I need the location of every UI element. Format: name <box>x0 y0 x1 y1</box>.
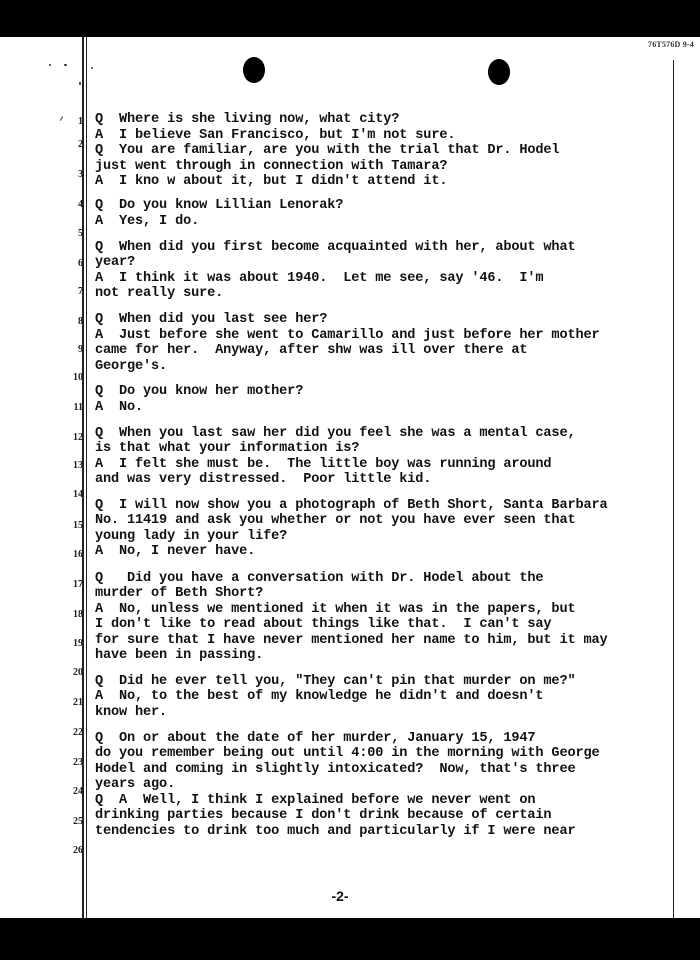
line-number: 9 <box>78 344 83 355</box>
transcript-line: Q When you last saw her did you feel she was a mental case, <box>95 426 576 441</box>
line-number: 4 <box>78 199 83 210</box>
line-number: 20 <box>73 667 83 678</box>
transcript-line: for sure that I have never mentioned her name to him, but it may <box>95 633 608 648</box>
transcript-line: A I think it was about 1940. Let me see, say '46. I'm <box>95 271 544 286</box>
scan-bottom-border <box>0 918 700 960</box>
line-number: 11 <box>73 402 83 413</box>
transcript-line: Q Did he ever tell you, "They can't pin that murder on me?" <box>95 674 576 689</box>
transcript-line: Q I will now show you a photograph of Beth Short, Santa Barbara <box>95 498 608 513</box>
transcript-line: A I kno w about it, but I didn't attend it. <box>95 174 448 189</box>
transcript-line: years ago. <box>95 777 176 792</box>
transcript-line: George's. <box>95 359 168 374</box>
transcript-line: have been in passing. <box>95 648 264 663</box>
transcript-line: A I believe San Francisco, but I'm not sure. <box>95 128 456 143</box>
form-code: 76T576D 9-4 <box>648 40 694 49</box>
transcript-line: know her. <box>95 705 168 720</box>
transcript-line: Q A Well, I think I explained before we never went on <box>95 793 536 808</box>
line-number: 5 <box>78 228 83 239</box>
transcript-line: No. 11419 and ask you whether or not you have ever seen that <box>95 513 576 528</box>
scan-top-border <box>0 0 700 37</box>
line-number: 24 <box>73 786 83 797</box>
transcript-line: young lady in your life? <box>95 529 288 544</box>
line-number: 8 <box>78 316 83 327</box>
line-number: 22 <box>73 727 83 738</box>
line-number: 19 <box>73 638 83 649</box>
transcript-line: Q When did you first become acquainted with her, about what <box>95 240 576 255</box>
transcript-line: just went through in connection with Tamara? <box>95 159 448 174</box>
transcript-line: is that what your information is? <box>95 441 360 456</box>
transcript-line: year? <box>95 255 136 270</box>
page-number-text: -2- <box>331 888 349 904</box>
line-number: 26 <box>73 845 83 856</box>
line-number: 7 <box>78 286 83 297</box>
transcript-line: A No, I never have. <box>95 544 256 559</box>
transcript-line: A No. <box>95 400 144 415</box>
scan-speck <box>91 67 93 69</box>
line-number: 15 <box>73 520 83 531</box>
line-number: 21 <box>73 697 83 708</box>
left-margin-rule-inner <box>86 37 87 918</box>
transcript-line: A No, unless we mentioned it when it was in the papers, but <box>95 602 576 617</box>
transcript-line: drinking parties because I don't drink because of certain <box>95 808 552 823</box>
scan-speck <box>64 64 67 66</box>
transcript-line: do you remember being out until 4:00 in the morning with George <box>95 746 600 761</box>
transcript-line: Q Did you have a conversation with Dr. Hodel about the <box>95 571 544 586</box>
transcript-line: Q On or about the date of her murder, January 15, 1947 <box>95 731 536 746</box>
transcript-line: came for her. Anyway, after shw was ill over there at <box>95 343 528 358</box>
right-margin-rule <box>673 60 674 918</box>
line-number: 1 <box>78 116 83 127</box>
transcript-line: not really sure. <box>95 286 224 301</box>
scan-speck <box>79 82 81 85</box>
line-number: 10 <box>73 372 83 383</box>
transcript-line: Q Do you know her mother? <box>95 384 304 399</box>
scan-speck <box>49 64 51 66</box>
transcript-line: tendencies to drink too much and particularly if I were near <box>95 824 576 839</box>
transcript-line: murder of Beth Short? <box>95 586 264 601</box>
line-number: 6 <box>78 258 83 269</box>
transcript-line: Q When did you last see her? <box>95 312 328 327</box>
line-number: 23 <box>73 757 83 768</box>
transcript-line: A Just before she went to Camarillo and just before her mother <box>95 328 600 343</box>
line-number: 17 <box>73 579 83 590</box>
transcript-line: Q You are familiar, are you with the trial that Dr. Hodel <box>95 143 560 158</box>
transcript-line: and was very distressed. Poor little kid. <box>95 472 432 487</box>
transcript-line: A Yes, I do. <box>95 214 200 229</box>
line-number: 2 <box>78 139 83 150</box>
transcript-line: Q Do you know Lillian Lenorak? <box>95 198 344 213</box>
line-number: 16 <box>73 549 83 560</box>
punch-hole-left <box>243 57 265 83</box>
line-number: 13 <box>73 460 83 471</box>
line-number: 12 <box>73 432 83 443</box>
transcript-line: A No, to the best of my knowledge he didn't and doesn't <box>95 689 544 704</box>
line-number: 25 <box>73 816 83 827</box>
transcript-line: Q Where is she living now, what city? <box>95 112 400 127</box>
transcript-line: I don't like to read about things like that. I can't say <box>95 617 552 632</box>
transcript-line: Hodel and coming in slightly intoxicated? Now, that's three <box>95 762 576 777</box>
transcript-line: A I felt she must be. The little boy was running around <box>95 457 552 472</box>
line-number: 3 <box>78 169 83 180</box>
page-number <box>0 888 700 904</box>
line-number: 18 <box>73 609 83 620</box>
line-number: 14 <box>73 489 83 500</box>
punch-hole-right <box>488 59 510 85</box>
